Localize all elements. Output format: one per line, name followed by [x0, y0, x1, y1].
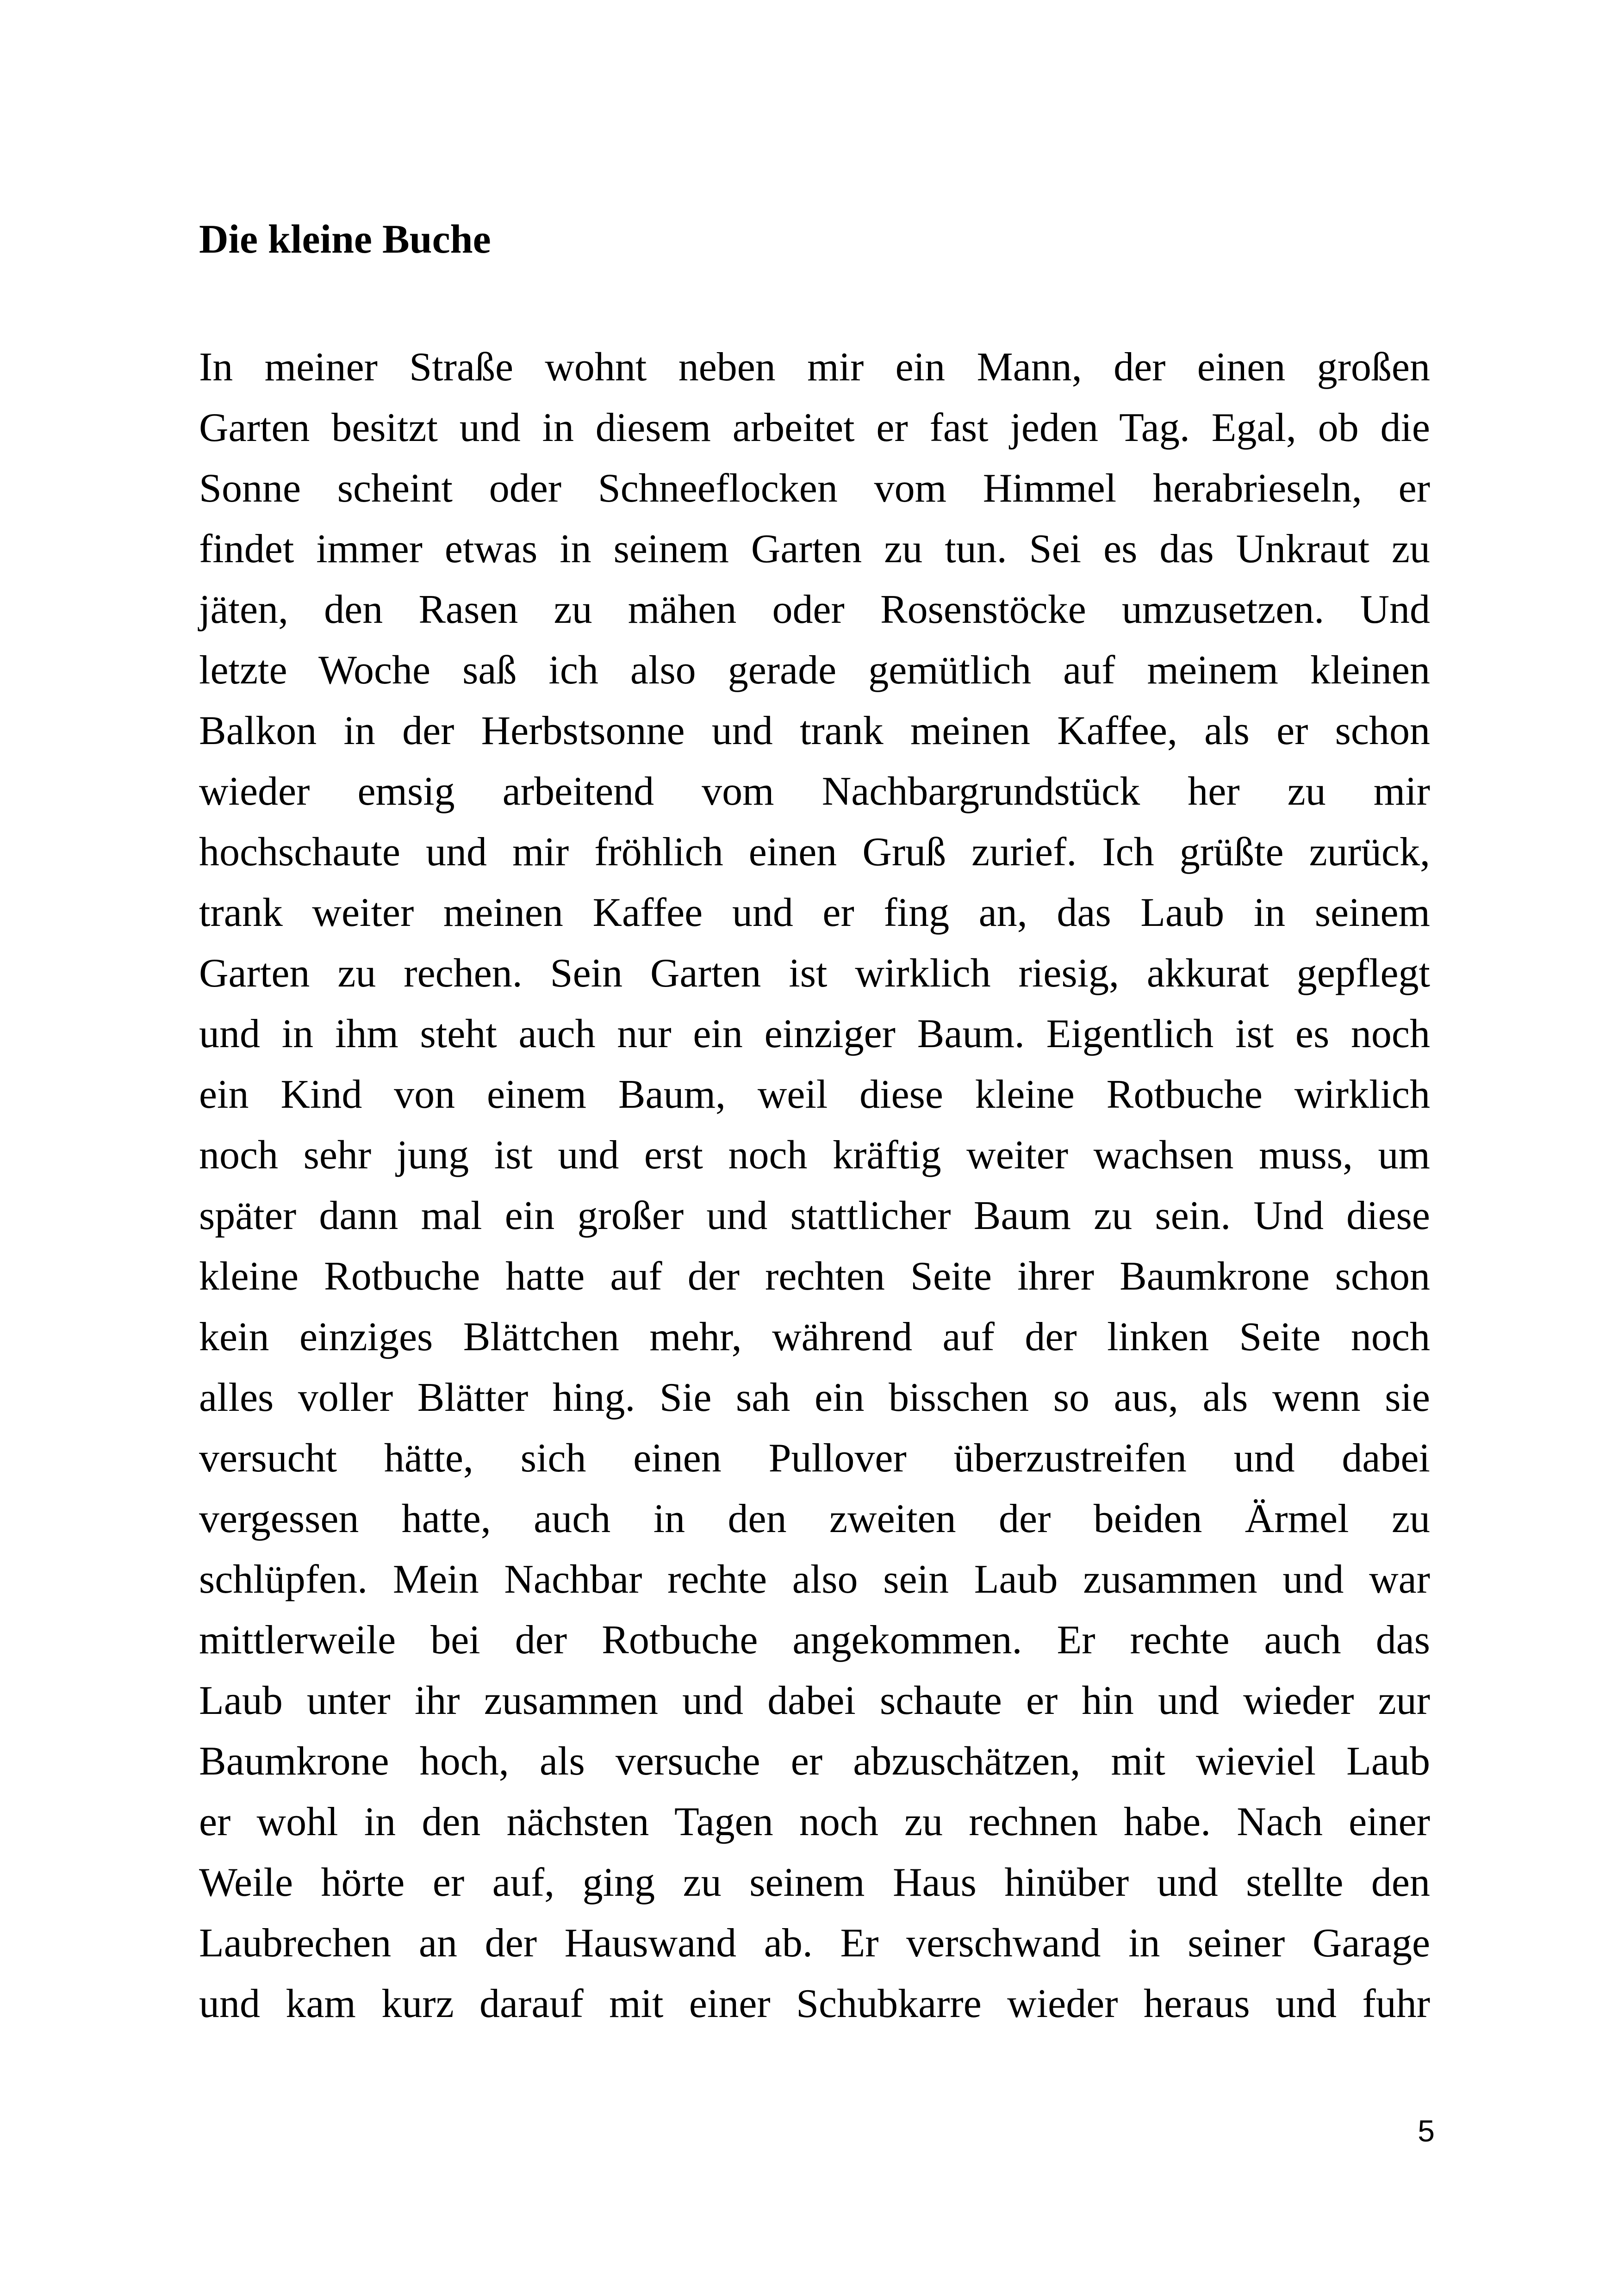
text-line: letzte Woche saß ich also gerade gemütlich auf meinem kleinen	[199, 648, 1430, 693]
text-line: hochschaute und mir fröhlich einen Gruß zurief. Ich grüßte zurück,	[199, 830, 1430, 875]
text-line: kein einziges Blättchen mehr, während auf der linken Seite noch	[199, 1315, 1430, 1359]
text-line: kleine Rotbuche hatte auf der rechten Seite ihrer Baumkrone schon	[199, 1254, 1430, 1299]
text-line: er wohl in den nächsten Tagen noch zu rechnen habe. Nach einer	[199, 1800, 1430, 1844]
text-line: Laubrechen an der Hauswand ab. Er verschwand in seiner Garage	[199, 1921, 1430, 1966]
text-line: später dann mal ein großer und stattlicher Baum zu sein. Und diese	[199, 1193, 1430, 1238]
text-line: Baumkrone hoch, als versuche er abzuschätzen, mit wieviel Laub	[199, 1739, 1430, 1784]
text-line: jäten, den Rasen zu mähen oder Rosenstöcke umzusetzen. Und	[199, 587, 1430, 632]
text-line: Weile hörte er auf, ging zu seinem Haus hinüber und stellte den	[199, 1860, 1430, 1905]
text-line: und in ihm steht auch nur ein einziger Baum. Eigentlich ist es noch	[199, 1011, 1430, 1056]
text-line: alles voller Blätter hing. Sie sah ein bisschen so aus, als wenn sie	[199, 1375, 1430, 1420]
text-line: Garten besitzt und in diesem arbeitet er fast jeden Tag. Egal, ob die	[199, 405, 1430, 450]
text-line: In meiner Straße wohnt neben mir ein Mann, der einen großen	[199, 345, 1430, 390]
text-line: schlüpfen. Mein Nachbar rechte also sein Laub zusammen und war	[199, 1557, 1430, 1602]
text-line: Laub unter ihr zusammen und dabei schaute er hin und wieder zur	[199, 1678, 1430, 1723]
body-text	[199, 337, 1430, 2034]
text-line: findet immer etwas in seinem Garten zu tun. Sei es das Unkraut zu	[199, 527, 1430, 571]
text-line: versucht hätte, sich einen Pullover überzustreifen und dabei	[199, 1436, 1430, 1481]
page-number: 5	[1418, 2114, 1435, 2148]
text-line: Sonne scheint oder Schneeflocken vom Himmel herabrieseln, er	[199, 466, 1430, 511]
text-line: mittlerweile bei der Rotbuche angekommen. Er rechte auch das	[199, 1618, 1430, 1663]
text-line: Balkon in der Herbstsonne und trank meinen Kaffee, als er schon	[199, 708, 1430, 753]
chapter-title: Die kleine Buche	[199, 217, 491, 262]
text-line: vergessen hatte, auch in den zweiten der beiden Ärmel zu	[199, 1496, 1430, 1541]
text-line: ein Kind von einem Baum, weil diese kleine Rotbuche wirklich	[199, 1072, 1430, 1117]
text-line: Garten zu rechen. Sein Garten ist wirklich riesig, akkurat gepflegt	[199, 951, 1430, 996]
text-line: trank weiter meinen Kaffee und er fing an, das Laub in seinem	[199, 890, 1430, 935]
text-line: und kam kurz darauf mit einer Schubkarre wieder heraus und fuhr	[199, 1981, 1430, 2026]
text-line: wieder emsig arbeitend vom Nachbargrundstück her zu mir	[199, 769, 1430, 814]
text-line: noch sehr jung ist und erst noch kräftig weiter wachsen muss, um	[199, 1133, 1430, 1178]
